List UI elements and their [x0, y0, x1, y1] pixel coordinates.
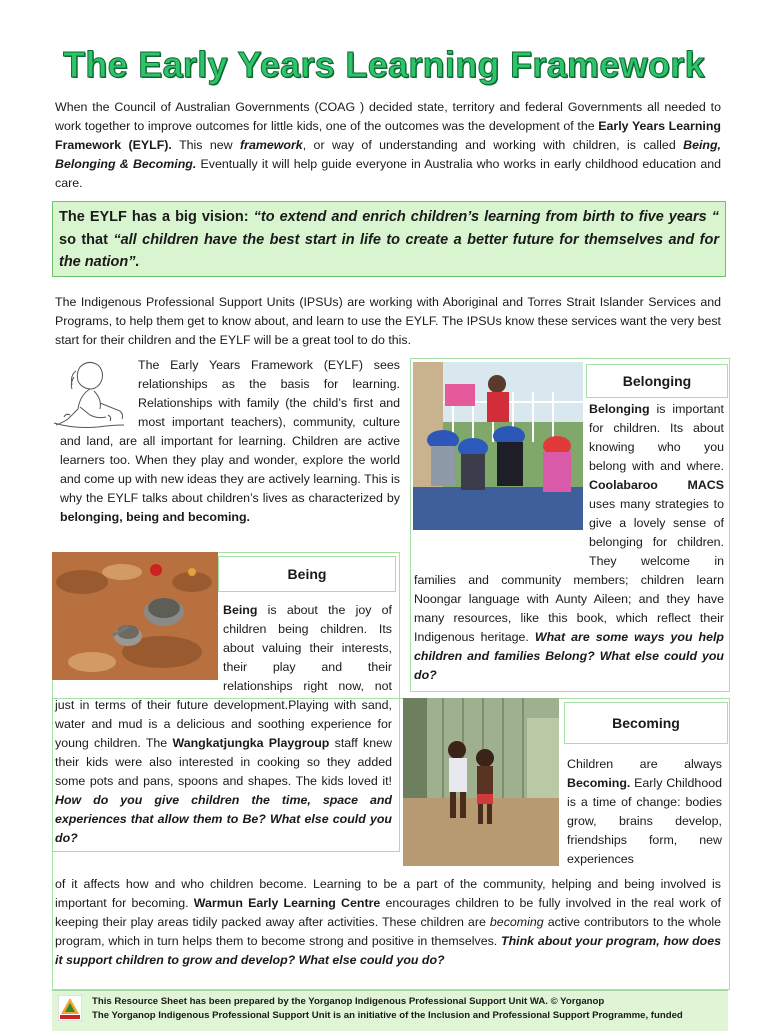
- footer-line-1: This Resource Sheet has been prepared by the Yorganop Indigenous Professional Support Unit WA. © Yorganop: [92, 996, 605, 1007]
- page-title: The Early Years Learning Framework: [63, 44, 705, 85]
- becoming-heading: Becoming: [564, 702, 728, 744]
- becoming-side-paragraph: Children are always Becoming. Early Childhood is a time of change: bodies grow, brains develop, friendships form, new experiences: [567, 757, 722, 866]
- footer-line-2: The Yorganop Indigenous Professional Support Unit is an initiative of the Inclusion and Professional Support Programme, funded: [92, 1010, 683, 1021]
- eylf-paragraph: The Early Years Framework (EYLF) sees relationships as the basis for learning. Relationships with family (the child’s first and most important teachers), community, culture and land, are all important for learning. Children are active learners too. When they play and wonder, explore the world and come up with new ideas they are actively learning. This is why the EYLF talks about children’s lives as characterized by belonging, being and becoming.: [60, 358, 400, 524]
- belonging-heading: Belonging: [586, 364, 728, 398]
- intro-paragraph: When the Council of Australian Governments (COAG ) decided state, territory and federal Governments all needed to work together to improve outcomes for little kids, one of the outcomes was the development of the Early Years Learning Framework (EYLF). This new framework, or way of understanding and working with children, is called Being, Belonging & Becoming. Eventually it will help guide everyone in Australia who works in early childhood education and care.: [55, 100, 721, 190]
- vision-callout: The EYLF has a big vision: “to extend and enrich children’s learning from birth to five years “ so that “all children have the best start in life to create a better future for themselves and for the nation”.: [52, 201, 726, 277]
- becoming-photo: [403, 698, 559, 866]
- belonging-paragraph: Belonging is important for children. Its about knowing who you belong with and where. Coolabaroo MACS uses many strategies to give a lovely sense of belonging for children. They welcome in families and community members; children learn Noongar language with Aunty Aileen; and they have many resources, like this book, which reflect their Indigenous heritage. What are some ways you help children and families Belong? What else could you do?: [414, 402, 724, 682]
- being-heading: Being: [218, 556, 396, 592]
- being-paragraph: Being is about the joy of children being children. Its about valuing their interests, their play and their relationships right now, not just in terms of their future development.Playing with sand, water and mud is a delicious and soothing experience for young children. The Wangkatjungka Playgroup staff knew their kids were also interested in cooking so they added some pots and pans, spoons and shapes. The kids loved it! How do you give children the time, space and experiences that allow them to Be? What else could you do?: [55, 603, 392, 845]
- ipsu-paragraph: The Indigenous Professional Support Units (IPSUs) are working with Aboriginal and Torres Strait Islander Services and Programs, to help them get to know about, and learn to use the EYLF. The IPSUs know these services want the very best start for their children and the EYLF will be a great tool to do this.: [55, 295, 721, 347]
- footer-text: [92, 995, 683, 1023]
- becoming-paragraph: of it affects how and who children become. Learning to be a part of the community, helping and being involved is important for becoming. Warmun Early Learning Centre encourages children to be fully involved in the real work of keeping their play areas tidily packed away after activities. These children are becoming active contributors to the whole program, which in turn helps them to become strong and positive in themselves. Think about your program, how does it support children to grow and develop? What else could you do?: [55, 877, 721, 967]
- footer: [52, 990, 728, 1031]
- yorganop-logo: [58, 995, 82, 1021]
